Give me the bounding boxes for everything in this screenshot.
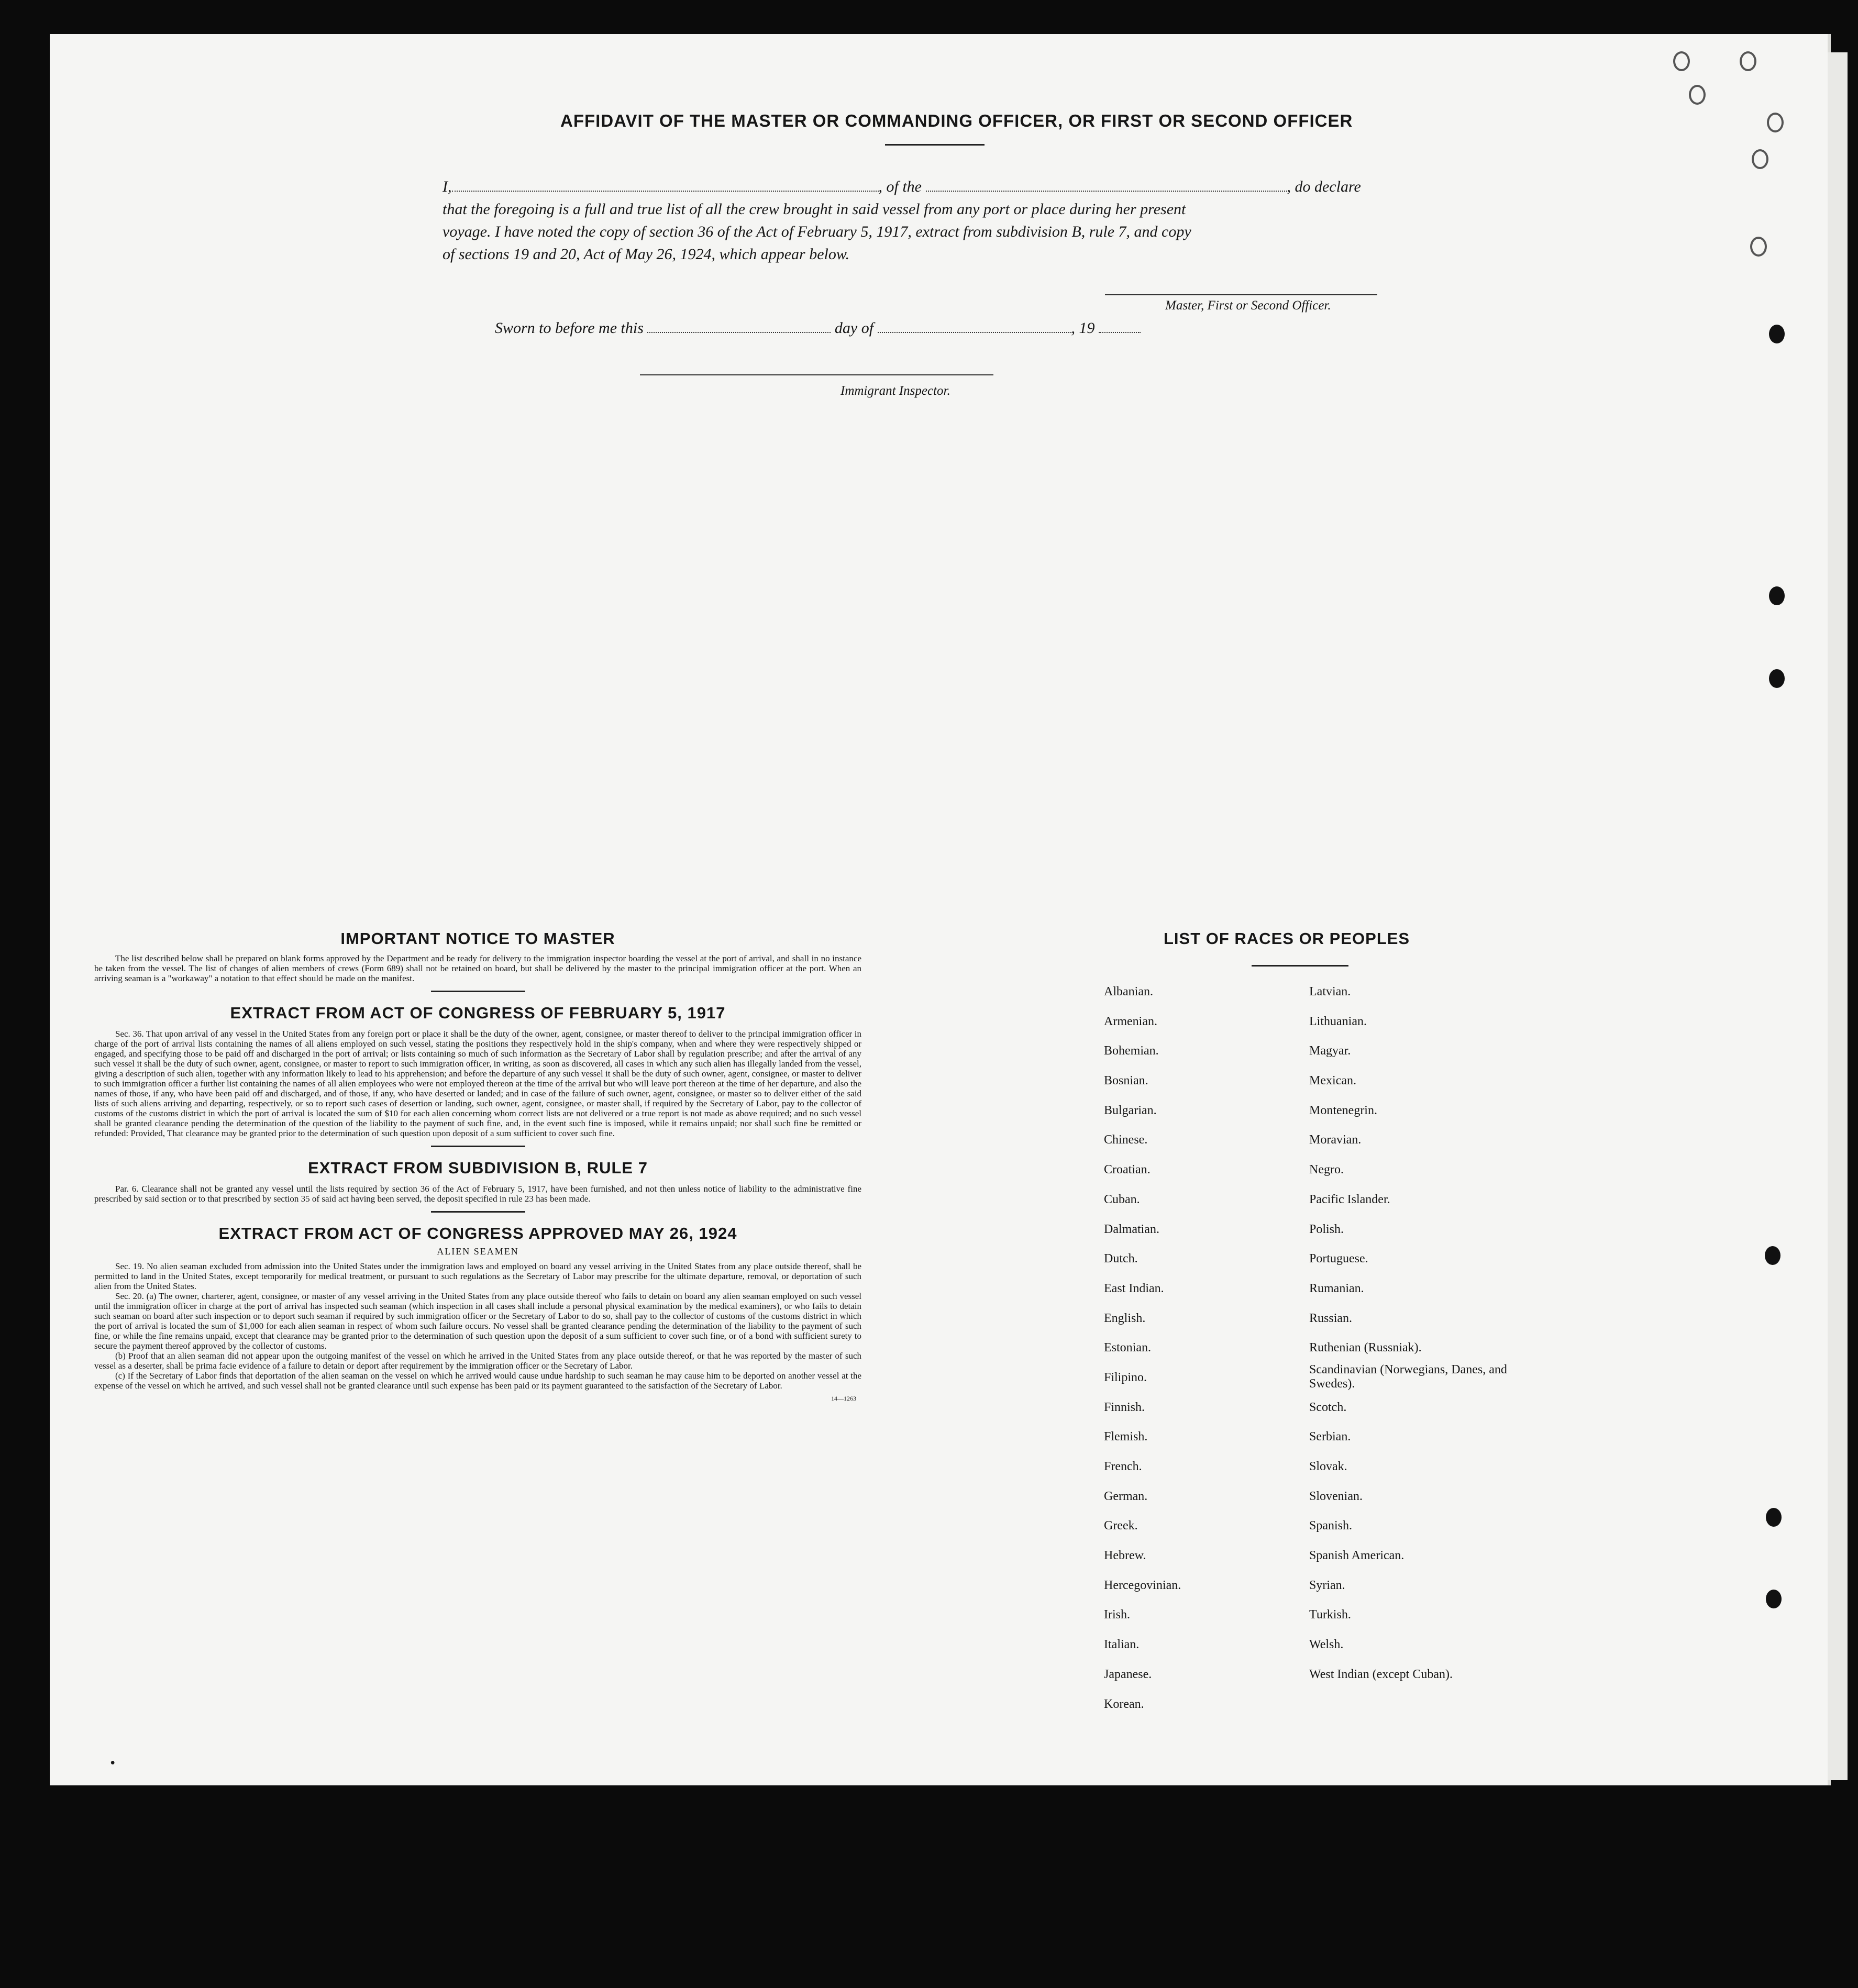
binder-hole bbox=[1769, 586, 1785, 605]
race-item: Bohemian. bbox=[1104, 1044, 1159, 1058]
sworn-year-label: , 19 bbox=[1071, 319, 1095, 337]
race-item: Bulgarian. bbox=[1104, 1103, 1157, 1117]
master-signature-label: Master, First or Second Officer. bbox=[1165, 298, 1331, 313]
race-item: Scandinavian (Norwegians, Danes, and Swedes). bbox=[1309, 1362, 1507, 1391]
race-item: Moravian. bbox=[1309, 1133, 1362, 1147]
race-item: Korean. bbox=[1104, 1697, 1144, 1711]
race-item: Scotch. bbox=[1309, 1400, 1347, 1414]
binder-hole bbox=[1769, 669, 1785, 688]
affidavit-of-the: , of the bbox=[878, 178, 922, 195]
race-item: Lithuanian. bbox=[1309, 1014, 1367, 1028]
race-item: Slovenian. bbox=[1309, 1489, 1363, 1503]
sworn-year-field[interactable] bbox=[1099, 319, 1141, 333]
race-item: Russian. bbox=[1309, 1311, 1353, 1325]
binder-hole bbox=[1673, 51, 1690, 71]
race-item: Albanian. bbox=[1104, 985, 1153, 998]
page-edge bbox=[1828, 52, 1848, 1780]
races-title: LIST OF RACES OR PEOPLES bbox=[1164, 929, 1410, 948]
races-rule bbox=[1252, 965, 1348, 967]
race-item: Bosnian. bbox=[1104, 1074, 1148, 1088]
legal-extracts bbox=[94, 929, 861, 1403]
binder-hole bbox=[1767, 113, 1784, 132]
master-signature-field[interactable] bbox=[1105, 294, 1377, 295]
sec-20a-text: Sec. 20. (a) The owner, charterer, agent, consignee, or master of any vessel arriving in the United States from any place outside thereof who fails to detain on board any alien seaman employed on such vessel until the immigration officer in charge at the port of arrival has inspected such seaman (which inspection in all cases shall include a personal physical examination by the medical examiners), or who fails to detain such seaman on board after such inspection or to deport such seaman if required by such immigration officer or the Secretary of Labor to do so, shall pay to the collector of customs of the customs district in which the port of arrival is located the sum of $1,000 for each alien seaman in respect of whom such failure occurs. No vessel shall be granted clearance pending the determination of the liability to the payment of such fine, or while the fine remains unpaid, except that clearance may be granted prior to the determination of such question upon the deposit of a sum sufficient to cover such fine, or of a bond with sufficient surety to secure the payment thereof approved by the collector of customs. bbox=[94, 1291, 861, 1351]
affidavit-line-3: voyage. I have noted the copy of section 36 of the Act of February 5, 1917, extract from subdivision B, rule 7, and copy bbox=[443, 223, 1191, 240]
race-item: Syrian. bbox=[1309, 1578, 1345, 1592]
notice-title: IMPORTANT NOTICE TO MASTER bbox=[340, 929, 615, 948]
race-item: Finnish. bbox=[1104, 1400, 1145, 1414]
alien-seamen-subtitle: ALIEN SEAMEN bbox=[437, 1246, 519, 1257]
extract-1917-block bbox=[94, 1029, 861, 1138]
binder-hole bbox=[1766, 1508, 1782, 1527]
affidavit-line-2: that the foregoing is a full and true list of all the crew brought in said vessel from any port or place during her present bbox=[443, 201, 1186, 218]
sworn-line bbox=[495, 319, 1141, 337]
race-item: Dalmatian. bbox=[1104, 1222, 1159, 1236]
sworn-month-field[interactable] bbox=[878, 319, 1071, 333]
race-item: Filipino. bbox=[1104, 1370, 1147, 1384]
race-item: Armenian. bbox=[1104, 1014, 1157, 1028]
races-right-column bbox=[1309, 977, 1529, 1690]
race-item: Dutch. bbox=[1104, 1252, 1138, 1266]
race-item: Rumanian. bbox=[1309, 1281, 1364, 1295]
inspector-signature-field[interactable] bbox=[640, 374, 993, 375]
race-item: Magyar. bbox=[1309, 1044, 1351, 1058]
extract-rule7-block bbox=[94, 1184, 861, 1204]
race-item: West Indian (except Cuban). bbox=[1309, 1667, 1453, 1681]
races-left-column bbox=[1104, 977, 1282, 1719]
race-item: Spanish. bbox=[1309, 1519, 1353, 1533]
race-item: Turkish. bbox=[1309, 1608, 1351, 1622]
extract-1917-title: EXTRACT FROM ACT OF CONGRESS OF FEBRUARY 5, 1917 bbox=[230, 1004, 726, 1022]
section-rule bbox=[431, 1146, 525, 1147]
race-item: Spanish American. bbox=[1309, 1549, 1404, 1563]
race-item: Negro. bbox=[1309, 1163, 1344, 1177]
sworn-day-field[interactable] bbox=[647, 319, 831, 333]
race-item: Montenegrin. bbox=[1309, 1103, 1377, 1117]
sworn-day-of: day of bbox=[834, 319, 874, 337]
race-item: Polish. bbox=[1309, 1222, 1344, 1236]
binder-hole bbox=[1765, 1246, 1780, 1265]
race-item: Italian. bbox=[1104, 1638, 1140, 1652]
affidavit-line-4: of sections 19 and 20, Act of May 26, 1924, which appear below. bbox=[443, 246, 850, 263]
binder-hole bbox=[1752, 149, 1768, 169]
race-item: Ruthenian (Russniak). bbox=[1309, 1341, 1422, 1355]
binder-hole bbox=[1769, 325, 1785, 343]
document-page bbox=[50, 34, 1831, 1785]
race-item: Greek. bbox=[1104, 1519, 1138, 1533]
race-item: Irish. bbox=[1104, 1608, 1130, 1622]
vessel-name-field[interactable] bbox=[926, 178, 1287, 192]
race-item: Welsh. bbox=[1309, 1638, 1344, 1652]
race-item: Slovak. bbox=[1309, 1460, 1347, 1473]
sec-20c-text: (c) If the Secretary of Labor finds that deportation of the alien seaman on the vessel on which he arrived would cause undue hardship to such seaman he may cause him to be deported on another vessel at the expense of the vessel on which he arrived, and such vessel shall not be granted clearance until such expense has been paid or its payment guaranteed to the satisfaction of the Secretary of Labor. bbox=[94, 1371, 861, 1391]
race-item: Hercegovinian. bbox=[1104, 1578, 1181, 1592]
sec-20b-text: (b) Proof that an alien seaman did not appear upon the outgoing manifest of the vessel on which he arrived in the United States from any place outside thereof, or that he was reported by the master of such vessel as a deserter, shall be prima facie evidence of a failure to detain or deport after requirement by the immigration officer or the Secretary of Labor. bbox=[94, 1351, 861, 1371]
extract-rule7-text: Par. 6. Clearance shall not be granted any vessel until the lists required by section 36 of the Act of February 5, 1917, have been furnished, and not then unless notice of liability to the administrative fine prescribed by said section or to that prescribed by section 35 of said act having been served, the deposit specified in rule 23 has been made. bbox=[94, 1184, 861, 1204]
race-item: Pacific Islander. bbox=[1309, 1192, 1390, 1206]
affidavit-body bbox=[443, 175, 1422, 265]
section-rule bbox=[431, 1211, 525, 1213]
extract-1924-title: EXTRACT FROM ACT OF CONGRESS APPROVED MAY 26, 1924 bbox=[218, 1224, 737, 1242]
race-item: German. bbox=[1104, 1489, 1148, 1503]
race-item: Portuguese. bbox=[1309, 1252, 1368, 1266]
race-item: Japanese. bbox=[1104, 1667, 1152, 1681]
section-rule bbox=[431, 991, 525, 992]
master-name-field[interactable] bbox=[452, 178, 879, 192]
race-item: Estonian. bbox=[1104, 1341, 1151, 1355]
affidavit-i: I, bbox=[443, 178, 452, 195]
affidavit-declare: , do declare bbox=[1287, 178, 1361, 195]
race-item: East Indian. bbox=[1104, 1281, 1164, 1295]
affidavit-title: AFFIDAVIT OF THE MASTER OR COMMANDING OFFICER, OR FIRST OR SECOND OFFICER bbox=[560, 111, 1353, 130]
notice-text: The list described below shall be prepared on blank forms approved by the Department and be ready for delivery to the immigration inspector boarding the vessel at the port of arrival, and shall in no instance be taken from the vessel. The list of changes of alien members of crews (Form 689) shall not be retained on board, but shall be delivered by the master to the principal immigration officer at the port. When an arriving seaman is a "workaway" a notation to that effect should be made on the manifest. bbox=[94, 953, 861, 983]
inspector-label: Immigrant Inspector. bbox=[840, 384, 950, 398]
extract-rule7-title: EXTRACT FROM SUBDIVISION B, RULE 7 bbox=[308, 1159, 648, 1177]
race-item: Serbian. bbox=[1309, 1430, 1351, 1444]
race-item: English. bbox=[1104, 1311, 1146, 1325]
extract-1924-block bbox=[94, 1261, 861, 1391]
race-item: Mexican. bbox=[1309, 1074, 1356, 1088]
form-number: 14—1263 bbox=[831, 1395, 856, 1402]
binder-hole bbox=[1766, 1590, 1782, 1608]
sworn-text: Sworn to before me this bbox=[495, 319, 644, 337]
notice-text-block bbox=[94, 953, 861, 983]
race-item: Flemish. bbox=[1104, 1430, 1148, 1444]
title-rule bbox=[885, 144, 985, 146]
race-item: Hebrew. bbox=[1104, 1549, 1146, 1563]
binder-hole bbox=[1740, 51, 1756, 71]
sec-19-text: Sec. 19. No alien seaman excluded from admission into the United States under the immigration laws and employed on board any vessel arriving in the United States from any place outside thereof, shall be permitted to land in the United States, except temporarily for medical treatment, or pursuant to such regulations as the Secretary of Labor may prescribe for the ultimate departure, removal, or deportation of such alien from the United States. bbox=[94, 1261, 861, 1291]
margin-mark: • bbox=[110, 1755, 115, 1771]
race-item: Cuban. bbox=[1104, 1192, 1140, 1206]
binder-hole bbox=[1689, 85, 1706, 105]
race-item: French. bbox=[1104, 1460, 1142, 1473]
race-item: Croatian. bbox=[1104, 1163, 1151, 1177]
race-item: Chinese. bbox=[1104, 1133, 1148, 1147]
race-item: Latvian. bbox=[1309, 985, 1351, 998]
extract-1917-text: Sec. 36. That upon arrival of any vessel in the United States from any foreign port or place it shall be the duty of the owner, agent, consignee, or master thereof to deliver to the principal immigration officer in charge of the port of arrival lists containing the names of all aliens employed on such vessel, stating the positions they respectively hold in the ship's company, when and where they were respectively shipped or engaged, and specifying those to be paid off and discharged in the port of arrival; or lists containing so much of such information as the Secretary of Labor shall by regulation prescribe; and after the arrival of any such vessel it shall be the duty of such owner, agent, consignee, or master to report to such immigration officer, in writing, as soon as discovered, all cases in which any such alien has illegally landed from the vessel, giving a description of such alien, together with any information likely to lead to his apprehension; and before the departure of any such vessel it shall be the duty of such owner, agent, consignee, or master to deliver to such immigration officer a further list containing the names of all alien employees who were not employed thereon at the time of the arrival but who will leave port thereon at the time of her departure, and also the names of those, if any, who have been paid off and discharged, and of those, if any, who have deserted or landed; and in case of the failure of such owner, agent, consignee, or master so to deliver either of the said lists of such aliens arriving and departing, respectively, or so to report such cases of desertion or landing, such owner, agent, consignee, or master shall, if required by the Secretary of Labor, pay to the collector of customs of the customs district in which the port of arrival is located the sum of $10 for each alien concerning whom correct lists are not delivered or a true report is not made as above required; and no such vessel shall be granted clearance pending the determination of the question of the liability to the payment of such fine, and, in the event such fine is imposed, while it remains unpaid; nor shall such fine be remitted or refunded: Provided, That clearance may be granted prior to the determination of such question upon deposit of a sum sufficient to cover such fine. bbox=[94, 1029, 861, 1138]
binder-hole bbox=[1750, 237, 1767, 257]
